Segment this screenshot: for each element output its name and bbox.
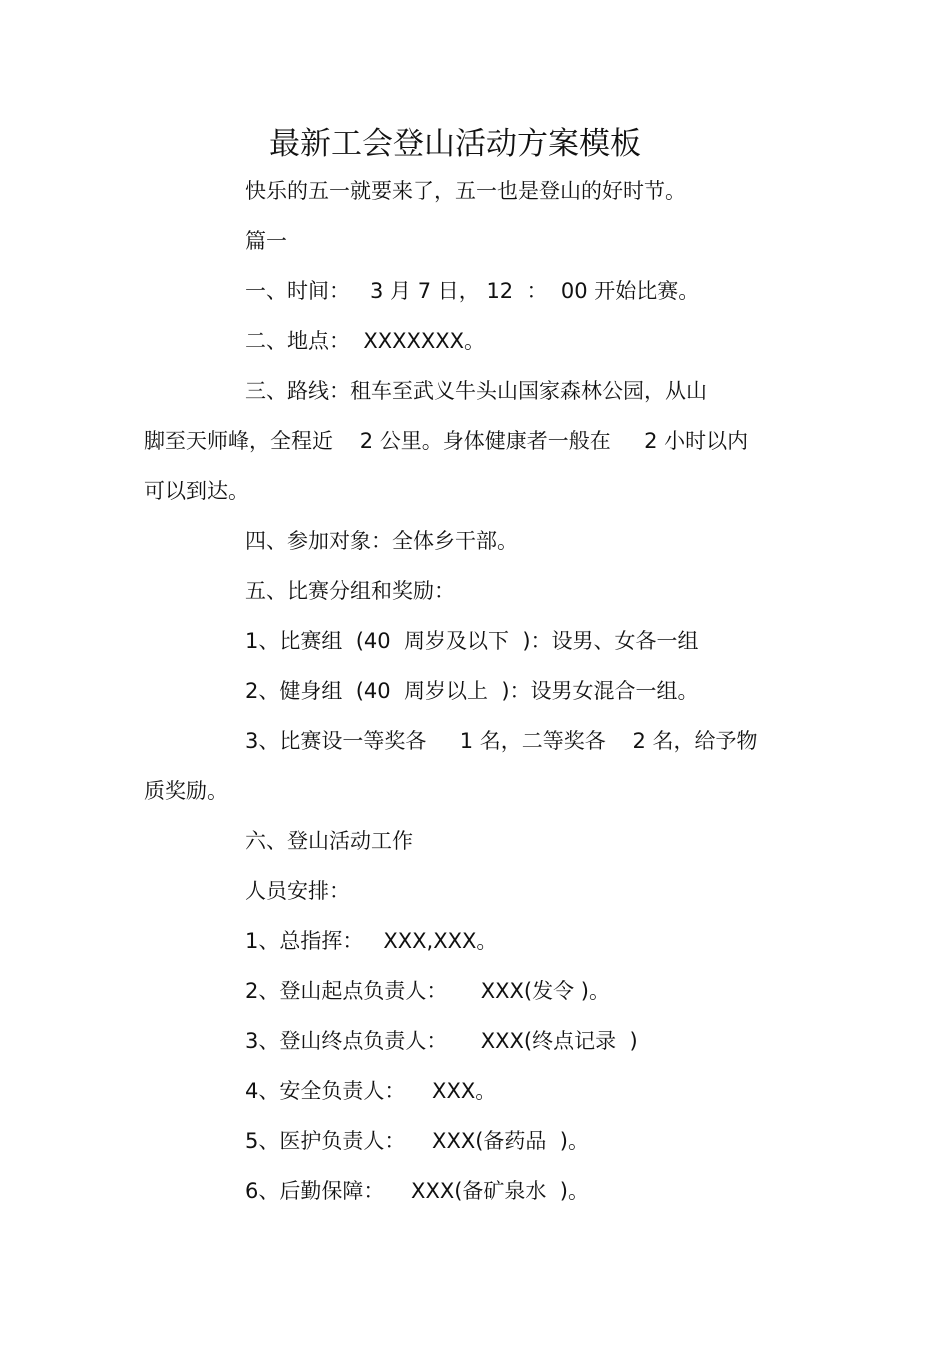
participants-item: 四、参加对象：全体乡干部。 bbox=[245, 529, 518, 553]
group-item-2: 2、健身组 (40 周岁以上 )：设男女混合一组。 bbox=[245, 679, 699, 703]
staff-item-1: 1、总指挥： XXX,XXX。 bbox=[245, 929, 498, 953]
staff-item-4: 4、安全负责人： XXX。 bbox=[245, 1079, 497, 1103]
staff-heading: 人员安排： bbox=[245, 879, 350, 903]
staff-item-3: 3、登山终点负责人： XXX(终点记录 ) bbox=[245, 1029, 638, 1053]
staff-item-5: 5、医护负责人： XXX(备药品 )。 bbox=[245, 1129, 589, 1153]
group-item-1: 1、比赛组 (40 周岁及以下 )：设男、女各一组 bbox=[245, 629, 699, 653]
staff-item-2: 2、登山起点负责人： XXX(发令 )。 bbox=[245, 979, 610, 1003]
intro-paragraph: 快乐的五一就要来了，五一也是登山的好时节。 bbox=[245, 179, 686, 203]
time-item: 一、时间： 3 月 7 日， 12 ： 00 开始比赛。 bbox=[245, 279, 700, 303]
staff-item-6: 6、后勤保障： XXX(备矿泉水 )。 bbox=[245, 1179, 589, 1203]
route-item-line2: 脚至天师峰，全程近 2 公里。身体健康者一般在 2 小时以内 bbox=[144, 429, 749, 453]
prize-item-line1: 3、比赛设一等奖各 1 名，二等奖各 2 名，给予物 bbox=[245, 729, 758, 753]
section-label: 篇一 bbox=[245, 229, 287, 253]
work-heading: 六、登山活动工作 bbox=[245, 829, 413, 853]
prize-item-line2: 质奖励。 bbox=[144, 779, 228, 803]
groups-heading: 五、比赛分组和奖励： bbox=[245, 579, 455, 603]
document-title: 最新工会登山活动方案模板 bbox=[269, 126, 641, 162]
place-item: 二、地点： XXXXXXX。 bbox=[245, 329, 486, 353]
route-item-line1: 三、路线：租车至武义牛头山国家森林公园，从山 bbox=[245, 379, 707, 403]
route-item-line3: 可以到达。 bbox=[144, 479, 249, 503]
